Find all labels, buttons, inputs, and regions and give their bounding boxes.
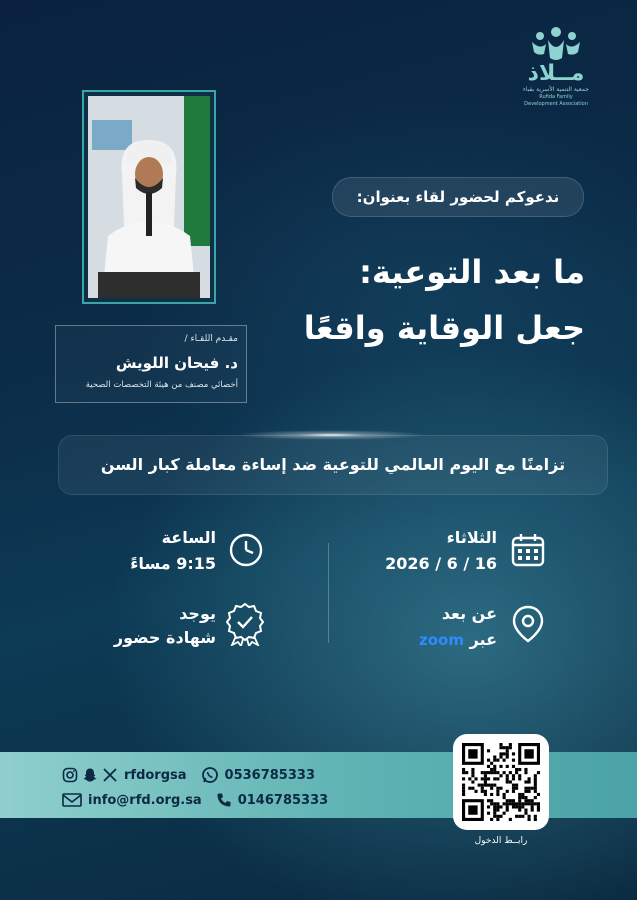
x-icon[interactable] [102,767,118,783]
location-pin-icon [510,604,546,644]
mode-label: عن بعد [441,604,497,623]
invite-pill: ندعوكم لحضور لقاء بعنوان: [332,177,584,217]
snapchat-icon[interactable] [82,767,98,783]
logo-subtitle-ar: جمعية التنمية الأسرية بقباء [523,86,589,93]
social-row [62,766,315,784]
via-text: عبر [469,630,497,649]
certificate-badge-icon [226,602,264,646]
association-logo [522,24,590,114]
whatsapp-number[interactable]: 0536785333 [224,767,315,783]
email-address[interactable]: info@rfd.org.sa [88,792,202,808]
email-icon[interactable] [62,792,82,808]
certificate-text: شهادة حضور [113,628,216,647]
qr-label: رابــط الدخول [474,836,528,846]
contact-row [62,792,328,808]
whatsapp-icon[interactable] [201,766,219,784]
presenter-photo-frame [82,90,216,304]
logo-wordmark: مــلاذ [527,61,585,86]
logo-subtitle-en: Rufida Family Development Association [524,94,588,107]
instagram-icon[interactable] [62,767,78,783]
certificate-label: يوجد [179,604,216,623]
phone-number[interactable]: 0146785333 [237,792,329,808]
calendar-icon [510,532,546,568]
event-title-line2: جعل الوقاية واقعًا [303,309,585,347]
qr-code[interactable] [462,743,540,821]
presenter-name: د. فيحان اللويش [115,354,238,372]
phone-icon[interactable] [216,792,232,808]
presenter-photo [88,96,210,298]
zoom-platform: zoom [419,631,464,649]
presenter-label: مقـدم اللقـاء / [184,334,238,344]
qr-code-card[interactable] [453,734,549,830]
time-label: الساعة [161,528,216,547]
event-title-line1: ما بعد التوعية: [359,253,585,291]
event-time: 9:15 مساءً [130,554,216,573]
presenter-photo-illustration [88,96,210,298]
presenter-info-box [55,325,247,403]
event-date: 2026 / 6 / 16 [385,554,497,573]
social-handle[interactable]: rfdorgsa [124,767,187,783]
presenter-role: أخصائي مصنف من هيئة التخصصات الصحية [85,380,238,390]
details-divider [328,543,329,643]
clock-icon [228,532,264,568]
day-label: الثلاثاء [446,528,497,547]
platform-line [419,628,497,652]
occasion-banner: تزامنًا مع اليوم العالمي للتوعية ضد إساءة معاملة كبار السن [58,435,608,495]
